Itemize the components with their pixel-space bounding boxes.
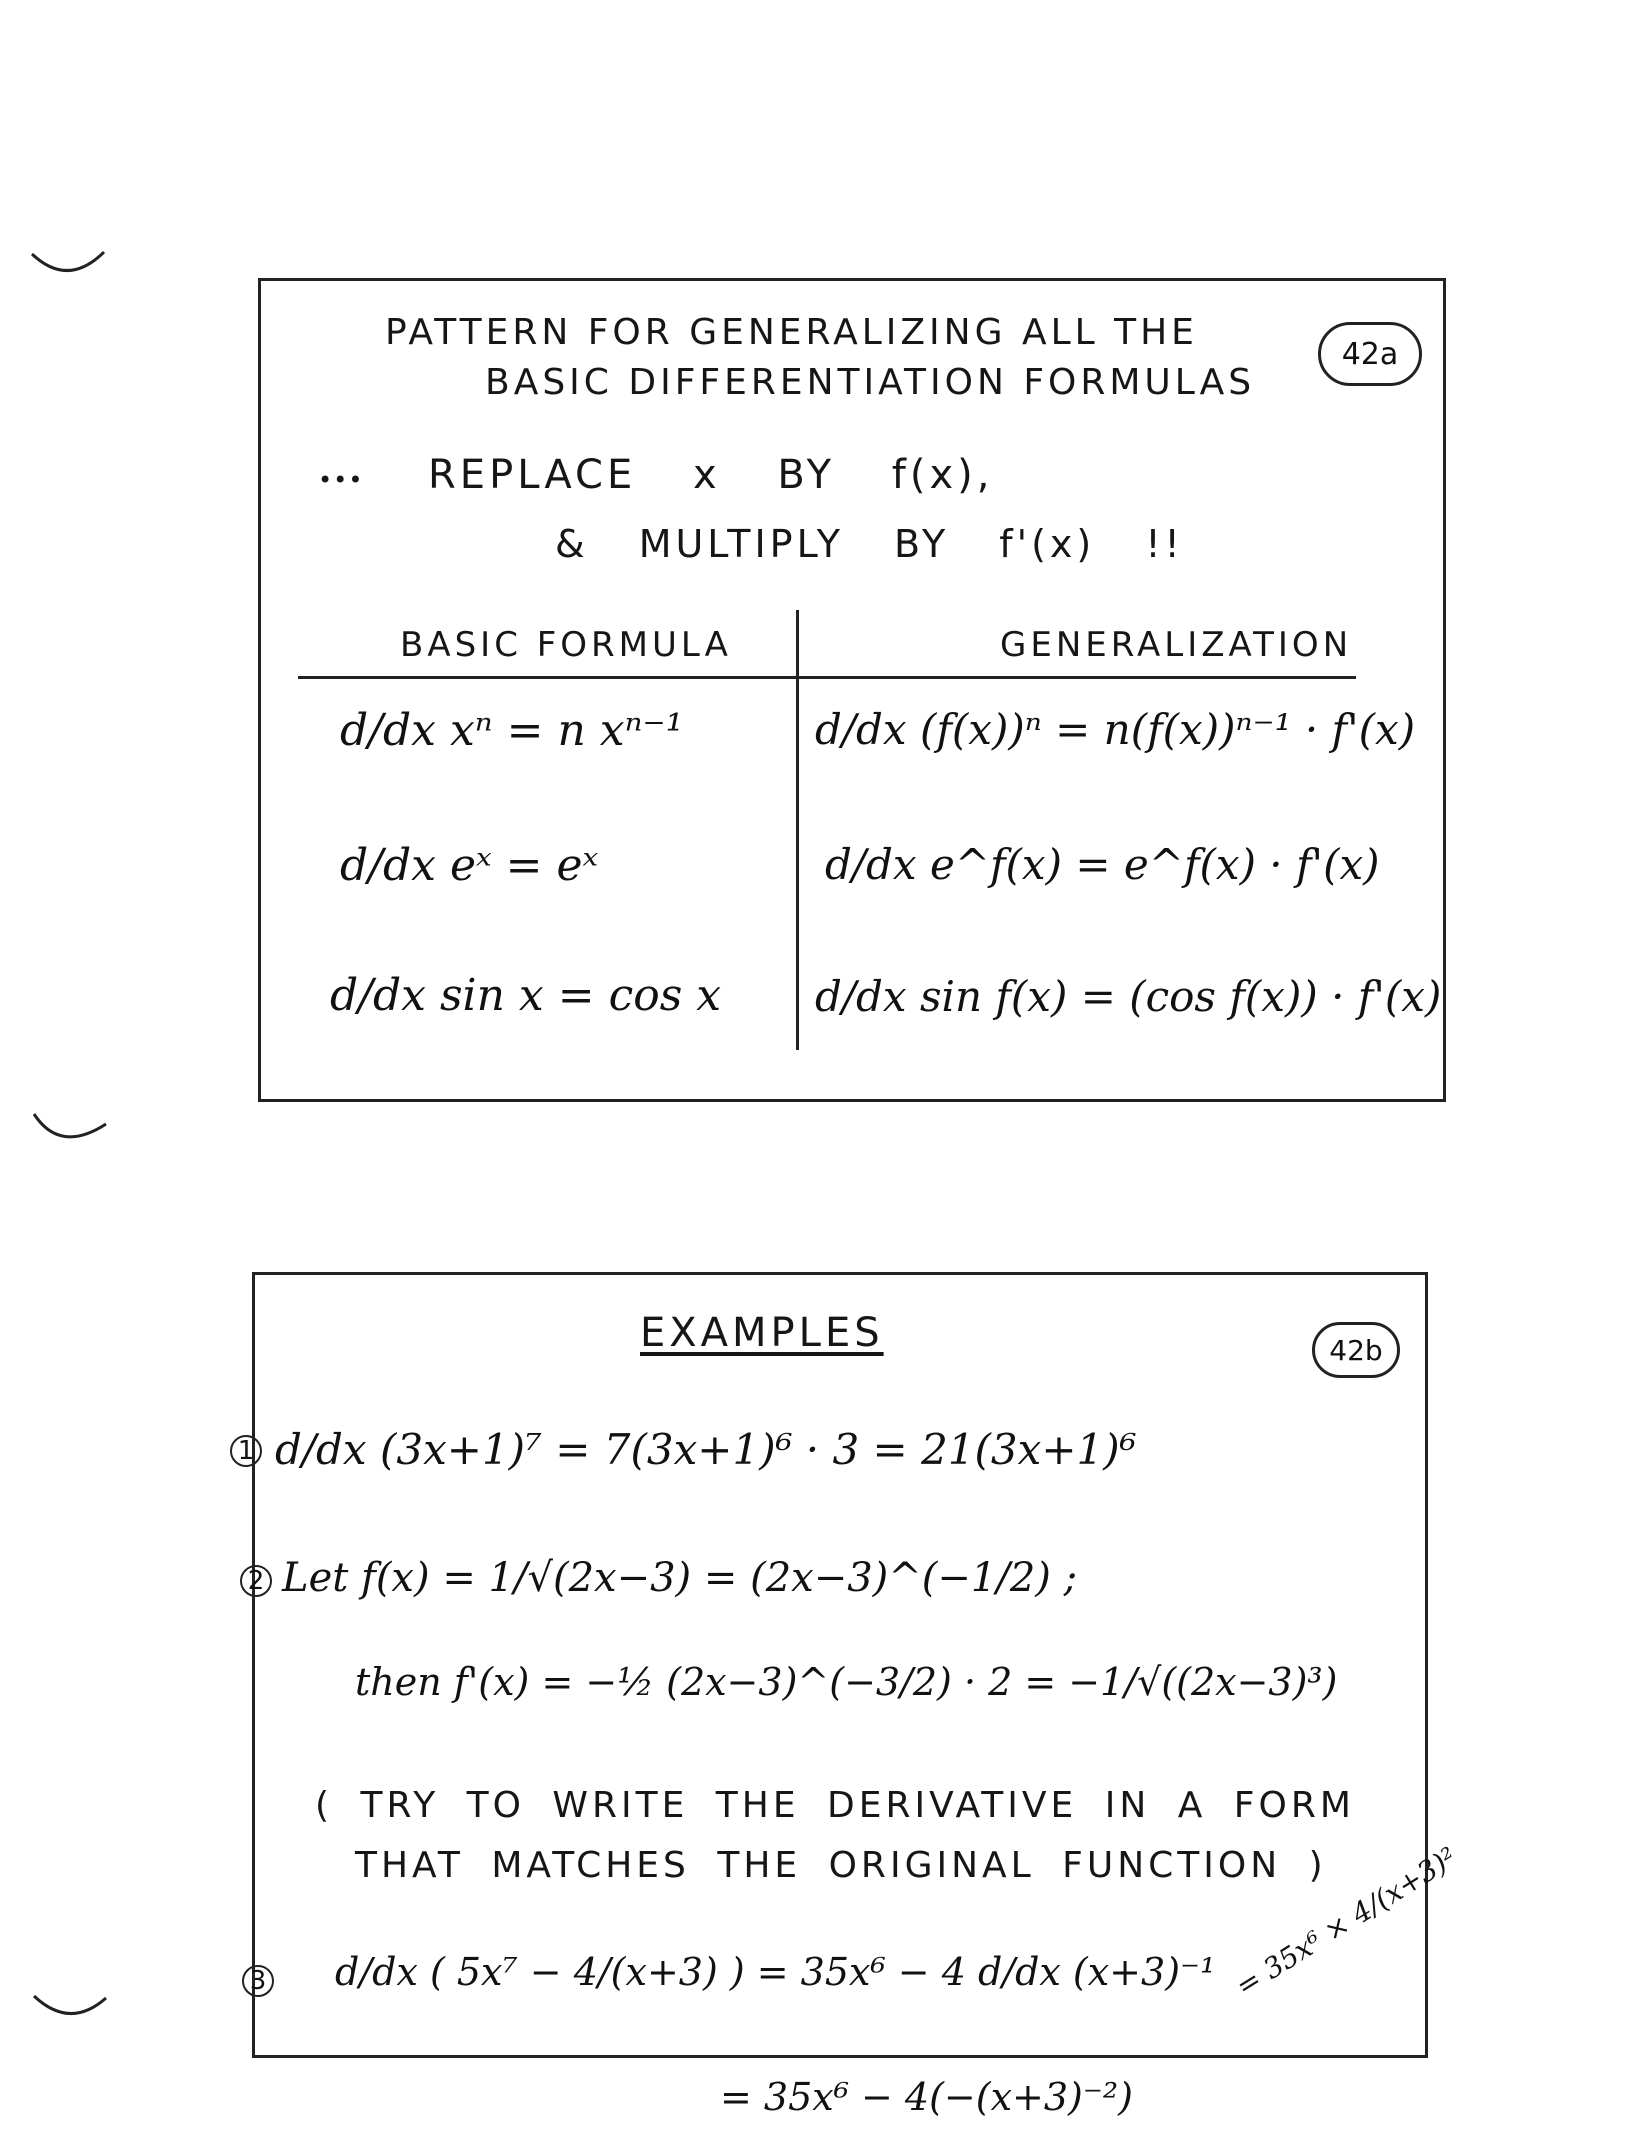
example-1: d/dx (3x+1)⁷ = 7(3x+1)⁶ · 3 = 21(3x+1)⁶ xyxy=(275,1425,1137,1474)
binder-hole-mark-top xyxy=(28,248,108,288)
table-header-rule xyxy=(298,676,1356,679)
instruction-line2: & MULTIPLY BY f'(x) !! xyxy=(555,522,1184,566)
binder-hole-mark-bottom xyxy=(30,1990,110,2030)
binder-hole-mark-middle xyxy=(30,1110,110,1150)
column-header-basic: BASIC FORMULA xyxy=(400,625,732,665)
table-column-divider xyxy=(796,610,799,1050)
example-1-number: 1 xyxy=(230,1435,262,1467)
card-42a-title-line1: PATTERN FOR GENERALIZING ALL THE xyxy=(385,312,1198,353)
note-line1: ( TRY TO WRITE THE DERIVATIVE IN A FORM xyxy=(315,1785,1355,1826)
example-2-number: 2 xyxy=(240,1565,272,1597)
instruction-prefix: ••• xyxy=(318,466,364,494)
note-line2: THAT MATCHES THE ORIGINAL FUNCTION ) xyxy=(355,1845,1327,1886)
generalization-sin: d/dx sin f(x) = (cos f(x)) · f'(x) xyxy=(815,972,1442,1021)
basic-formula-sin: d/dx sin x = cos x xyxy=(330,970,722,1021)
example-2-line2: then f'(x) = −½ (2x−3)^(−3/2) · 2 = −1/√((2x−3)³) xyxy=(355,1660,1338,1704)
basic-formula-power: d/dx xⁿ = n xⁿ⁻¹ xyxy=(340,705,684,756)
example-3-number: 3 xyxy=(242,1965,274,1997)
basic-formula-exp: d/dx eˣ = eˣ xyxy=(340,840,599,891)
card-42a-title-line2: BASIC DIFFERENTIATION FORMULAS xyxy=(485,362,1256,403)
instruction-line1: REPLACE x BY f(x), xyxy=(428,452,994,498)
example-3-line2: = 35x⁶ − 4(−(x+3)⁻²) xyxy=(720,2075,1133,2119)
example-2-line1: Let f(x) = 1/√(2x−3) = (2x−3)^(−1/2) ; xyxy=(282,1555,1078,1601)
example-3-side-note: = 35x⁶ × 4/(x+3)² xyxy=(1230,1840,1463,2003)
column-header-generalization: GENERALIZATION xyxy=(1000,625,1353,665)
card-42b-badge: 42b xyxy=(1312,1322,1400,1378)
generalization-exp: d/dx e^f(x) = e^f(x) · f'(x) xyxy=(825,840,1380,889)
card-42a-badge: 42a xyxy=(1318,322,1422,386)
example-3-line1: d/dx ( 5x⁷ − 4/(x+3) ) = 35x⁶ − 4 d/dx (x+3)⁻¹ xyxy=(335,1950,1216,1994)
examples-heading: EXAMPLES xyxy=(640,1310,884,1356)
generalization-power: d/dx (f(x))ⁿ = n(f(x))ⁿ⁻¹ · f'(x) xyxy=(815,705,1416,754)
